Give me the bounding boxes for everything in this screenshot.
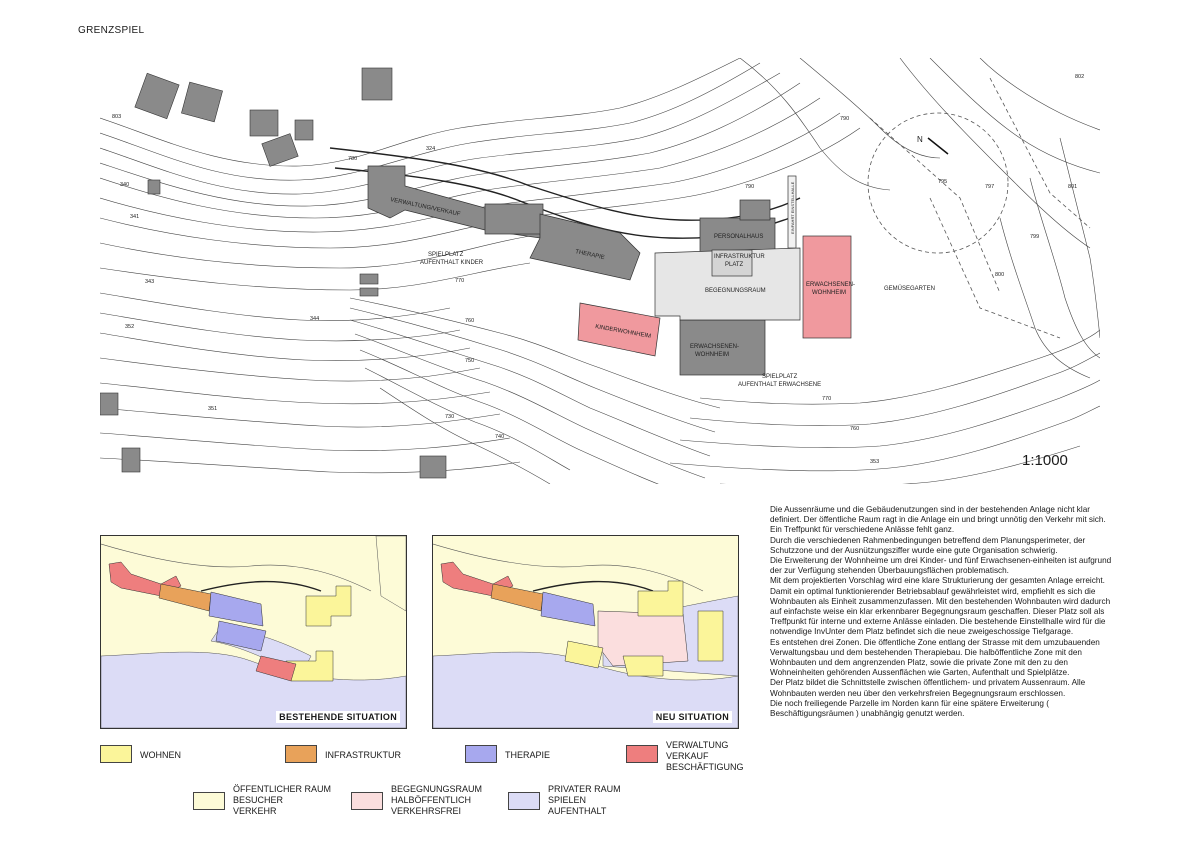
legend-swatch-begegnungsraum <box>351 792 383 810</box>
contour-label: 799 <box>1030 234 1040 240</box>
description-paragraph: Die Aussenräume und die Gebäudenutzungen sind in der bestehenden Anlage nicht klar definiert. Der öffentliche Raum ragt in die Anlage ein und bringt unnötig den Verkehr mit sich. Ein Treffpunkt für verschiedene Anlässe fehlt ganz. <box>770 505 1106 535</box>
label-verwaltung: VERWALTUNG/VERKAUF <box>389 197 461 218</box>
label-spielplatz-erw-1: SPIELPLATZ <box>762 374 798 380</box>
legend-label-therapie: THERAPIE <box>505 750 551 760</box>
description-paragraph: Durch die verschiedenen Rahmenbedingungen betreffend dem Planungsperimeter, der Schutzzone und der Ausnützungsziffer wurde eine gute Organisation schwierig. <box>770 535 1086 555</box>
label-erwachsenen-right-1: ERWACHSENEN- <box>806 282 856 288</box>
label-kinderwohnheim: KINDERWOHNHEIM <box>594 324 652 340</box>
contour-label: 795 <box>938 179 948 185</box>
label-platz: PLATZ <box>725 262 744 268</box>
label-infrastruktur: INFRASTRUKTUR <box>714 254 765 260</box>
page-title: GRENZSPIEL <box>78 25 145 36</box>
diagram-neu-situation <box>432 535 739 729</box>
contour-label: 800 <box>995 272 1005 278</box>
label-therapie: THERAPIE <box>574 249 606 262</box>
legend-swatch-privater-raum <box>508 792 540 810</box>
contour-label: 760 <box>850 426 860 432</box>
diagram-bestehende-situation <box>100 535 407 729</box>
legend-label-verwaltung: VERWALTUNG VERKAUF BESCHÄFTIGUNG <box>666 740 744 772</box>
contour-label: 801 <box>1068 184 1078 190</box>
label-spielplatz-kinder-1: SPIELPLATZ <box>428 252 464 258</box>
contour-label: 353 <box>870 459 880 465</box>
label-einfahrt: EINFAHRT EINSTELLHALLE <box>790 181 795 234</box>
description-text <box>770 505 1115 719</box>
contour-label: 324 <box>426 146 436 152</box>
legend-swatch-verwaltung <box>626 745 658 763</box>
legend-label-wohnen: WOHNEN <box>140 750 181 760</box>
contour-label: 750 <box>465 358 475 364</box>
north-arrow <box>917 135 948 154</box>
contour-label: 790 <box>745 184 755 190</box>
legend-swatch-wohnen <box>100 745 132 763</box>
legend-swatch-oeffentlicher-raum <box>193 792 225 810</box>
label-spielplatz-kinder-2: AUFENTHALT KINDER <box>420 260 484 266</box>
contour-label: 802 <box>1075 74 1085 80</box>
contour-label: 351 <box>208 406 218 412</box>
contour-label: 797 <box>985 184 995 190</box>
label-personalhaus: PERSONALHAUS <box>714 234 764 240</box>
neighbouring-buildings <box>100 68 446 478</box>
contour-label: 770 <box>822 396 832 402</box>
description-paragraph: Es entstehen drei Zonen. Die öffentliche Zone entlang der Strasse mit dem umzubauenden Verwaltungsbau und dem bestehenden Therapiebau. Die halböffentliche Zone mit den Wohnbauten und dem angrenzenden Platz, sowie die private Zone mit den zu den Wohneinheiten gehörenden Aussenflächen wie Garten, Aufenthalt und Spielplätze. <box>770 637 1100 678</box>
site-plan-drawing <box>100 58 1100 484</box>
contour-label: 341 <box>130 214 140 220</box>
label-begegnungsraum: BEGEGNUNGSRAUM <box>705 288 766 294</box>
svg-text:N: N <box>917 135 923 144</box>
description-paragraph: Der Platz bildet die Schnittstelle zwischen öffentlichem- und privatem Aussenraum. Alle Wohnbauten werden neu über den verkehrsfreien Begegnungsraum erschlossen. <box>770 678 1086 698</box>
legend-label-infrastruktur: INFRASTRUKTUR <box>325 750 401 760</box>
legend-swatch-therapie <box>465 745 497 763</box>
contour-label: 343 <box>145 279 155 285</box>
legend-label-oeffentlicher-raum: ÖFFENTLICHER RAUM BESUCHER VERKEHR <box>233 784 332 816</box>
label-gemuesegarten: GEMÜSEGARTEN <box>884 286 935 292</box>
description-paragraph: Die Erweiterung der Wohnheime um drei Kinder- und fünf Erwachsenen-einheiten ist aufgrund der zur Verfügung stehenden Überbauungsflächen problematisch. <box>770 556 1112 576</box>
contour-label: 760 <box>465 318 475 324</box>
contour-label: 740 <box>495 434 505 440</box>
scale-label: 1:1000 <box>1022 452 1068 469</box>
contour-label: 803 <box>112 114 122 120</box>
label-erwachsenen-right-2: WOHNHEIM <box>812 290 846 296</box>
contour-label: 730 <box>445 414 455 420</box>
legend-label-begegnungsraum: BEGEGNUNGSRAUM HALBÖFFENTLICH VERKEHRSFREI <box>391 784 483 816</box>
contour-label: 790 <box>840 116 850 122</box>
contour-label: 770 <box>455 278 465 284</box>
contour-label: 340 <box>120 182 130 188</box>
diagram-title: NEU SITUATION <box>653 711 732 723</box>
contour-label: 344 <box>310 316 320 322</box>
label-spielplatz-erw-2: AUFENTHALT ERWACHSENE <box>738 382 822 388</box>
legend-label-privater-raum: PRIVATER RAUM SPIELEN AUFENTHALT <box>548 784 621 816</box>
label-erwachsenen-bottom-2: WOHNHEIM <box>695 352 729 358</box>
contour-label: 352 <box>125 324 135 330</box>
description-paragraph: Mit dem projektierten Vorschlag wird eine klare Strukturierung der gesamten Anlage erreicht. Damit ein optimal funktionierender Betriebsablauf gewährleistet wird, empfiehlt es sich die Wohnbauten als Einheit zusammenzufassen. Mit den bestehenden Wohnbauten wird dadurch auf einfachste weise ein klar erkennbarer Begegnungsraum geschaffen. Dieser Platz soll als Treffpunkt für interne und externe Anlässe einladen. Die bestehende Einstellhalle wird für die notwendige InvUnter dem Platz befindet sich die neue zweigeschossige Tiefgarage. <box>770 576 1111 637</box>
site-plan <box>100 58 1100 484</box>
parcel-lines <box>868 78 1090 338</box>
label-erwachsenen-bottom-1: ERWACHSENEN- <box>690 344 740 350</box>
complex-buildings <box>368 166 851 375</box>
description-paragraph: Die noch freiliegende Parzelle im Norden kann für eine spätere Erweiterung ( Beschäftigungsräumen ) unabhängig genutzt werden. <box>770 698 1049 719</box>
contour-label: 780 <box>348 156 358 162</box>
legend-swatch-infrastruktur <box>285 745 317 763</box>
diagram-title: BESTEHENDE SITUATION <box>276 711 400 723</box>
